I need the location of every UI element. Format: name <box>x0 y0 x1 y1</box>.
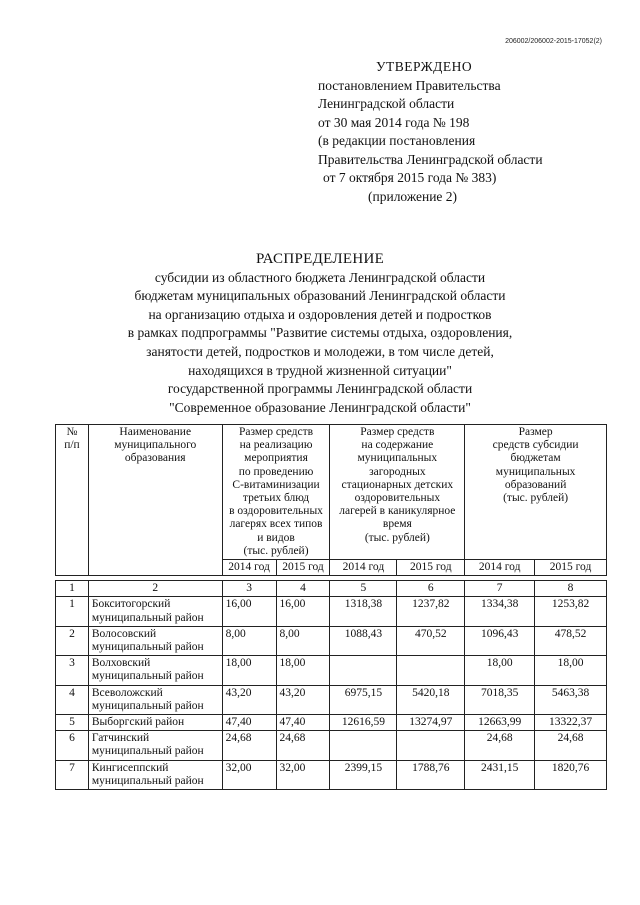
value-cell: 43,20 <box>222 685 276 714</box>
value-cell: 478,52 <box>535 626 607 655</box>
municipality-name-line: Всеволожский <box>91 686 163 699</box>
col-number: 5 <box>330 581 397 597</box>
header-num: № п/п <box>56 425 89 576</box>
table-row <box>56 656 607 685</box>
header-camps: Размер средств на содержание муниципальных загородных стационарных детских оздоровительных лагерей в каникулярное время (тыс. рублей) <box>330 425 465 560</box>
heading-line: занятости детей, подростков и молодежи, в том числе детей, <box>146 343 494 359</box>
value-cell: 1334,38 <box>465 597 535 626</box>
municipality-name-line: Гатчинский <box>91 732 150 745</box>
table-row <box>56 760 607 789</box>
col-number: 4 <box>276 581 330 597</box>
municipality-name-line: Волосовский <box>91 627 157 640</box>
year-cell: 2015 год <box>397 560 465 576</box>
value-cell: 24,68 <box>276 731 330 760</box>
year-cell: 2015 год <box>535 560 607 576</box>
document-id: 206002/206002-2015-17052(2) <box>505 38 602 45</box>
value-cell: 13274,97 <box>397 715 465 731</box>
value-cell: 13322,37 <box>535 715 607 731</box>
document-heading <box>0 250 640 417</box>
row-number: 4 <box>56 685 89 714</box>
table-row <box>56 731 607 760</box>
table-row <box>56 715 607 731</box>
value-cell: 18,00 <box>465 656 535 685</box>
value-cell: 32,00 <box>276 760 330 789</box>
value-cell: 43,20 <box>276 685 330 714</box>
value-cell: 18,00 <box>276 656 330 685</box>
year-cell: 2014 год <box>465 560 535 576</box>
value-cell: 12616,59 <box>330 715 397 731</box>
municipality-name-line: Волховский <box>91 657 151 670</box>
row-number: 1 <box>56 597 89 626</box>
municipality-name <box>88 685 222 714</box>
value-cell: 47,40 <box>222 715 276 731</box>
value-cell: 8,00 <box>276 626 330 655</box>
value-cell: 2431,15 <box>465 760 535 789</box>
value-cell: 18,00 <box>222 656 276 685</box>
municipality-name-line: Кингисеппский <box>91 761 169 774</box>
value-cell <box>397 656 465 685</box>
approval-line: Правительства Ленинградской области <box>318 151 543 167</box>
approval-line: постановлением Правительства <box>318 77 501 93</box>
value-cell: 5420,18 <box>397 685 465 714</box>
header-row <box>56 425 607 560</box>
col-number: 6 <box>397 581 465 597</box>
value-cell: 1820,76 <box>535 760 607 789</box>
value-cell: 1096,43 <box>465 626 535 655</box>
value-cell: 24,68 <box>535 731 607 760</box>
approval-line: (приложение 2) <box>368 188 458 204</box>
header-vitamin: Размер средств на реализацию мероприятия по проведению С-витаминизации третьих блюд в оздоровительных лагерях всех типов и видов (тыс. рублей) <box>222 425 330 560</box>
value-cell: 1318,38 <box>330 597 397 626</box>
row-number: 6 <box>56 731 89 760</box>
value-cell: 18,00 <box>535 656 607 685</box>
value-cell: 1253,82 <box>535 597 607 626</box>
approval-block <box>318 58 543 206</box>
heading-line: государственной программы Ленинградской области <box>167 381 473 397</box>
approval-line: от 30 мая 2014 года № 198 <box>318 114 470 130</box>
year-cell: 2014 год <box>330 560 397 576</box>
approval-line: Ленинградской области <box>318 96 455 111</box>
municipality-name-line: Бокситогорский <box>91 598 171 611</box>
value-cell: 1237,82 <box>397 597 465 626</box>
municipality-name <box>88 715 222 731</box>
municipality-name <box>88 597 222 626</box>
header-subsidy: Размер средств субсидии бюджетам муниципальных образований (тыс. рублей) <box>465 425 607 560</box>
header-name: Наименование муниципального образования <box>88 425 222 576</box>
heading-line: находящихся в трудной жизненной ситуации" <box>188 362 452 378</box>
row-number: 5 <box>56 715 89 731</box>
distribution-table <box>55 424 607 790</box>
municipality-name-line: муниципальный район <box>91 670 204 683</box>
value-cell: 2399,15 <box>330 760 397 789</box>
row-number: 3 <box>56 656 89 685</box>
value-cell: 8,00 <box>222 626 276 655</box>
year-cell: 2015 год <box>276 560 330 576</box>
value-cell <box>330 731 397 760</box>
table-row <box>56 685 607 714</box>
municipality-name <box>88 760 222 789</box>
value-cell: 32,00 <box>222 760 276 789</box>
heading-line: субсидии из областного бюджета Ленинградской области <box>154 269 486 285</box>
heading-line: "Современное образование Ленинградской области" <box>169 399 471 415</box>
value-cell: 24,68 <box>465 731 535 760</box>
heading-title: РАСПРЕДЕЛЕНИЕ <box>255 251 385 267</box>
approval-title: УТВЕРЖДЕНО <box>376 59 473 74</box>
column-number-row <box>56 581 607 597</box>
value-cell: 24,68 <box>222 731 276 760</box>
value-cell: 16,00 <box>222 597 276 626</box>
value-cell: 5463,38 <box>535 685 607 714</box>
heading-line: бюджетам муниципальных образований Ленинградской области <box>134 288 506 304</box>
value-cell: 6975,15 <box>330 685 397 714</box>
col-number: 1 <box>56 581 89 597</box>
municipality-name-line: муниципальный район <box>91 611 204 624</box>
row-number: 2 <box>56 626 89 655</box>
value-cell: 12663,99 <box>465 715 535 731</box>
value-cell: 1788,76 <box>397 760 465 789</box>
value-cell: 16,00 <box>276 597 330 626</box>
value-cell: 7018,35 <box>465 685 535 714</box>
col-number: 7 <box>465 581 535 597</box>
value-cell <box>397 731 465 760</box>
table-row <box>56 597 607 626</box>
municipality-name-line: муниципальный район <box>91 699 204 712</box>
col-number: 3 <box>222 581 276 597</box>
municipality-name-line: муниципальный район <box>91 641 204 654</box>
value-cell: 47,40 <box>276 715 330 731</box>
row-number: 7 <box>56 760 89 789</box>
municipality-name <box>88 656 222 685</box>
approval-line: (в редакции постановления <box>318 133 476 148</box>
value-cell <box>330 656 397 685</box>
heading-line: в рамках подпрограммы "Развитие системы отдыха, оздоровления, <box>127 325 513 341</box>
col-number: 2 <box>88 581 222 597</box>
value-cell: 470,52 <box>397 626 465 655</box>
municipality-name-line: Выборгский район <box>91 716 185 729</box>
municipality-name-line: муниципальный район <box>91 774 204 787</box>
table-row <box>56 626 607 655</box>
approval-line: от 7 октября 2015 года № 383) <box>323 170 497 185</box>
year-cell: 2014 год <box>222 560 276 576</box>
value-cell: 1088,43 <box>330 626 397 655</box>
col-number: 8 <box>535 581 607 597</box>
municipality-name <box>88 626 222 655</box>
municipality-name-line: муниципальный район <box>91 745 204 758</box>
heading-line: на организацию отдыха и оздоровления детей и подростков <box>148 306 492 322</box>
municipality-name <box>88 731 222 760</box>
